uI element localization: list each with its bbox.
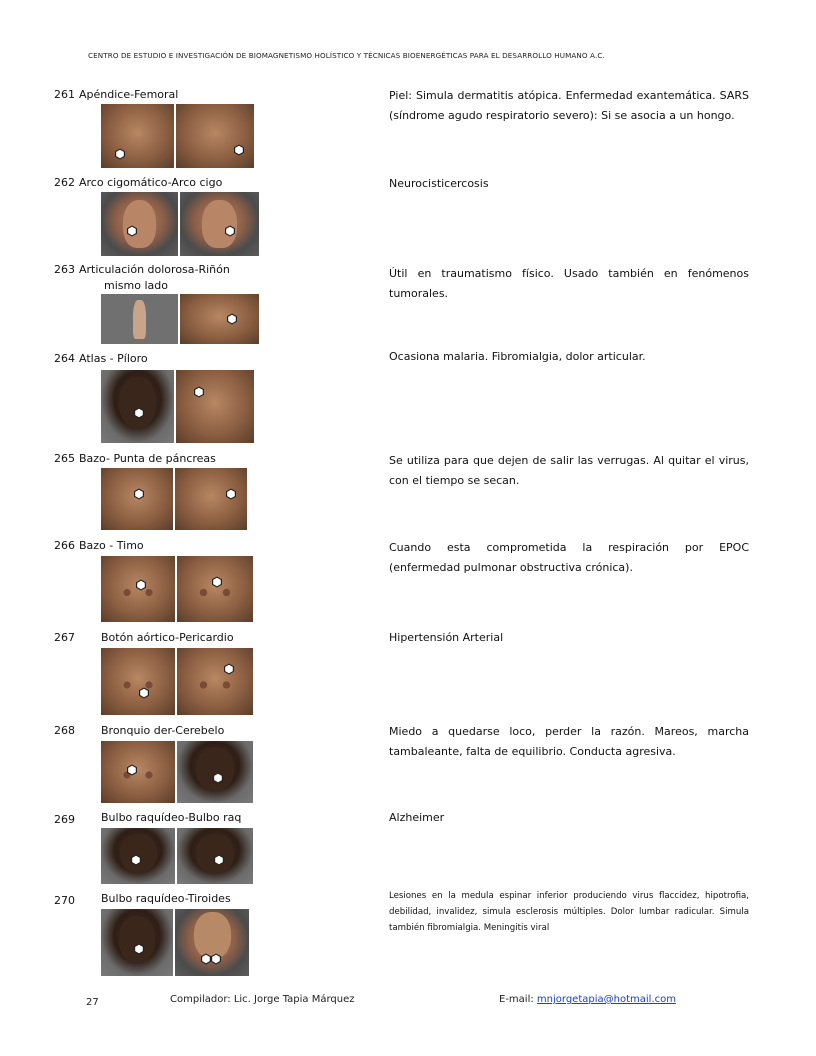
point-marker-icon xyxy=(214,855,224,866)
face-image xyxy=(180,192,259,256)
chest-image xyxy=(101,556,175,622)
entry-number: 262 xyxy=(54,176,75,189)
entry-description: Se utiliza para que dejen de salir las verrugas. Al quitar el virus, con el tiempo se secan. xyxy=(389,454,749,487)
entry-description: Piel: Simula dermatitis atópica. Enfermedad exantemática. SARS (síndrome agudo respiratorio severo): Si se asocia a un hongo. xyxy=(389,89,749,122)
point-images xyxy=(101,294,259,344)
entry-title: Bronquio der-Cerebelo xyxy=(101,724,225,737)
point-images xyxy=(101,370,254,443)
abdomen-image xyxy=(176,370,254,443)
head-back-image xyxy=(101,909,173,976)
point-marker-icon xyxy=(131,855,141,866)
body-image xyxy=(101,468,173,530)
entry-number: 270 xyxy=(54,894,75,907)
entry-description: Ocasiona malaria. Fibromialgia, dolor articular. xyxy=(389,350,646,363)
entry-number: 261 xyxy=(54,88,75,101)
entry-description: Lesiones en la medula espinar inferior produciendo virus flaccidez, hipotrofia, debilidad, invalidez, simula esclerosis múltiples. Dolor lumbar radicular. Simula también fibromialgia. Meningitis viral xyxy=(389,891,749,933)
entry-number: 267 xyxy=(54,631,75,644)
entry-number: 264 xyxy=(54,352,75,365)
entry-number: 265 xyxy=(54,452,75,465)
compiler-credit: Compilador: Lic. Jorge Tapia Márquez xyxy=(170,994,355,1005)
point-images xyxy=(101,104,254,168)
point-marker-icon xyxy=(134,489,144,500)
entry-title: Bulbo raquídeo-Bulbo raq xyxy=(101,811,242,824)
email-link[interactable]: mnjorgetapia@hotmail.com xyxy=(536,994,676,1005)
page-number: 27 xyxy=(86,997,99,1008)
chest-image xyxy=(177,556,253,622)
entry-title: Apéndice-Femoral xyxy=(79,88,179,101)
entry-title: Articulación dolorosa-Riñón xyxy=(79,263,230,276)
entry-title: Bazo - Timo xyxy=(79,539,144,552)
head-back-image xyxy=(177,741,253,803)
page-header: CENTRO DE ESTUDIO E INVESTIGACIÓN DE BIOMAGNETISMO HOLÍSTICO Y TÉCNICAS BIOENERGÉTICAS PARA EL DESARROLLO HUMANO A.C. xyxy=(88,51,605,60)
head-back-image xyxy=(101,370,174,443)
entry-title-continuation: mismo lado xyxy=(104,279,168,292)
entry-title: Bazo- Punta de páncreas xyxy=(79,452,216,465)
point-marker-icon xyxy=(213,773,223,784)
entry-title: Atlas - Píloro xyxy=(79,352,148,365)
entry-description: Miedo a quedarse loco, perder la razón. Mareos, marcha tambaleante, falta de equilibrio. Conducta agresiva. xyxy=(389,725,749,758)
body-image xyxy=(176,104,254,168)
point-marker-icon xyxy=(127,226,137,237)
chest-image xyxy=(101,648,175,715)
entry-description: Hipertensión Arterial xyxy=(389,631,504,644)
point-marker-icon xyxy=(226,489,236,500)
point-images xyxy=(101,909,249,976)
chest-image xyxy=(177,648,253,715)
point-marker-icon xyxy=(127,765,137,776)
point-marker-icon xyxy=(115,149,125,160)
entry-number: 266 xyxy=(54,539,75,552)
point-marker-icon xyxy=(134,944,144,955)
entry-title: Bulbo raquídeo-Tiroides xyxy=(101,892,231,905)
point-marker-icon xyxy=(234,145,244,156)
entry-description: Cuando esta comprometida la respiración por EPOC (enfermedad pulmonar obstructiva crónica). xyxy=(389,541,749,574)
back-image xyxy=(180,294,259,344)
point-marker-icon xyxy=(139,688,149,699)
point-images xyxy=(101,648,253,715)
email-label: E-mail: xyxy=(499,994,534,1005)
head-back-image xyxy=(177,828,253,884)
entry-description: Neurocisticercosis xyxy=(389,177,489,190)
point-marker-icon xyxy=(134,408,144,419)
neck-front-image xyxy=(175,909,249,976)
face-image xyxy=(101,192,178,256)
point-images xyxy=(101,556,253,622)
head-back-image xyxy=(101,828,175,884)
point-marker-icon xyxy=(136,580,146,591)
entry-number: 268 xyxy=(54,724,75,737)
email-footer xyxy=(499,994,676,1005)
point-images xyxy=(101,741,253,803)
point-images xyxy=(101,828,253,884)
point-marker-icon xyxy=(224,664,234,675)
entry-description: Útil en traumatismo físico. Usado también en fenómenos tumorales. xyxy=(389,267,749,300)
full-body-image xyxy=(101,294,178,344)
point-marker-icon xyxy=(227,314,237,325)
entry-title: Botón aórtico-Pericardio xyxy=(101,631,234,644)
entry-number: 263 xyxy=(54,263,75,276)
entry-description: Alzheimer xyxy=(389,811,445,824)
point-images xyxy=(101,192,259,256)
entry-title: Arco cigomático-Arco cigo xyxy=(79,176,223,189)
point-marker-icon xyxy=(201,954,211,965)
chest-image xyxy=(101,741,175,803)
point-marker-icon xyxy=(225,226,235,237)
body-image xyxy=(101,104,174,168)
point-marker-icon xyxy=(211,954,221,965)
point-marker-icon xyxy=(212,577,222,588)
point-marker-icon xyxy=(194,387,204,398)
body-image xyxy=(175,468,247,530)
point-images xyxy=(101,468,247,530)
entry-number: 269 xyxy=(54,813,75,826)
